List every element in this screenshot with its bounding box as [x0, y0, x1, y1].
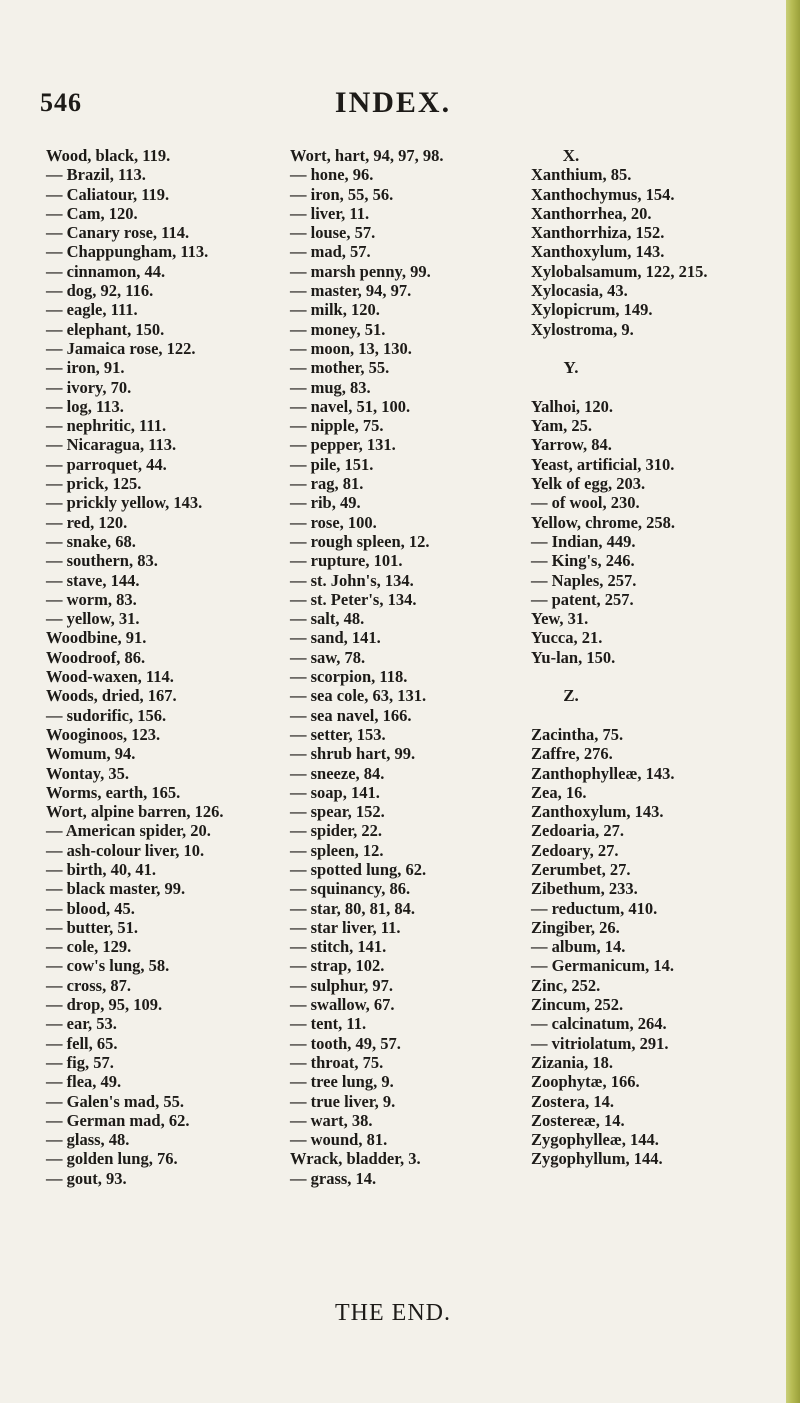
index-entry: — ash-colour liver, 10.: [46, 840, 205, 860]
index-entry: Zerumbet, 27.: [531, 859, 631, 879]
the-end: THE END.: [335, 1300, 451, 1326]
index-column-1: [46, 146, 286, 1188]
index-entry: — cinnamon, 44.: [46, 261, 166, 281]
index-entry: Zostereæ, 14.: [531, 1110, 625, 1130]
index-entry: — glass, 48.: [46, 1130, 130, 1150]
index-entry: — rag, 81.: [290, 474, 364, 494]
index-entry: Wooginoos, 123.: [46, 724, 161, 744]
index-entry: — golden lung, 76.: [46, 1149, 178, 1169]
index-entry: — butter, 51.: [46, 917, 138, 937]
index-entry: Xylobalsamum, 122, 215.: [531, 261, 708, 281]
index-entry: — st. Peter's, 134.: [290, 589, 417, 609]
index-entry: — setter, 153.: [290, 724, 386, 744]
index-entry: — nipple, 75.: [290, 416, 384, 436]
index-entry: — st. John's, 134.: [290, 570, 414, 590]
index-entry: Xanthochymus, 154.: [531, 184, 675, 204]
index-entry: Zygophylleæ, 144.: [531, 1130, 659, 1150]
index-entry: — true liver, 9.: [290, 1091, 396, 1111]
index-entry: — southern, 83.: [46, 551, 158, 571]
index-entry: — sea cole, 63, 131.: [290, 686, 427, 706]
index-entry: Zea, 16.: [531, 782, 587, 802]
index-entry: Womum, 94.: [46, 744, 136, 764]
index-entry: — fig, 57.: [46, 1052, 114, 1072]
index-entry: — grass, 14.: [290, 1168, 377, 1188]
index-entry: Zedoary, 27.: [531, 840, 619, 860]
index-entry: — cross, 87.: [46, 975, 131, 995]
index-entry: — snake, 68.: [46, 531, 136, 551]
index-entry: — pile, 151.: [290, 454, 374, 474]
index-entry: Worms, earth, 165.: [46, 782, 181, 802]
index-entry: — Germanicum, 14.: [531, 956, 674, 976]
index-entry: — stitch, 141.: [290, 937, 387, 957]
index-entry: Zincum, 252.: [531, 995, 624, 1015]
index-entry: Wrack, bladder, 3.: [290, 1149, 421, 1169]
index-entry: Wontay, 35.: [46, 763, 129, 783]
index-entry: Wort, hart, 94, 97, 98.: [290, 146, 444, 165]
index-entry: — tooth, 49, 57.: [290, 1033, 401, 1053]
index-entry: Yu-lan, 150.: [531, 647, 616, 667]
index-entry: — pepper, 131.: [290, 435, 396, 455]
index-entry: — spider, 22.: [290, 821, 382, 841]
index-entry: — flea, 49.: [46, 1072, 122, 1092]
section-gap: [531, 378, 786, 397]
index-entry: — throat, 75.: [290, 1052, 384, 1072]
index-entry: — Chappungham, 113.: [46, 242, 209, 262]
index-entry: Yeast, artificial, 310.: [531, 454, 675, 474]
index-entry: Xylopicrum, 149.: [531, 300, 653, 320]
index-entry: Zizania, 18.: [531, 1052, 614, 1072]
index-entry: — Canary rose, 114.: [46, 223, 190, 243]
index-entry: — prickly yellow, 143.: [46, 493, 203, 513]
index-entry: — Nicaragua, 113.: [46, 435, 177, 455]
index-entry: — saw, 78.: [290, 647, 366, 667]
index-entry: — sand, 141.: [290, 628, 381, 648]
index-entry: Xylocasia, 43.: [531, 281, 628, 301]
index-entry: — tree lung, 9.: [290, 1072, 394, 1092]
index-entry: — of wool, 230.: [531, 493, 640, 513]
index-entry: — spotted lung, 62.: [290, 859, 427, 879]
index-entry: — milk, 120.: [290, 300, 380, 320]
index-entry: — prick, 125.: [46, 474, 142, 494]
index-entry: — Brazil, 113.: [46, 165, 146, 185]
index-entry: Zaffre, 276.: [531, 744, 613, 764]
index-entry: — soap, 141.: [290, 782, 380, 802]
index-entry: Woodroof, 86.: [46, 647, 146, 667]
index-entry: Zinc, 252.: [531, 975, 601, 995]
index-entry: — blood, 45.: [46, 898, 135, 918]
index-entry: — cole, 129.: [46, 937, 132, 957]
index-entry: Woodbine, 91.: [46, 628, 147, 648]
index-entry: — calcinatum, 264.: [531, 1014, 667, 1034]
index-entry: — stave, 144.: [46, 570, 140, 590]
index-entry: Yew, 31.: [531, 609, 589, 629]
index-column-2: [290, 146, 515, 1188]
index-entry: — wart, 38.: [290, 1110, 373, 1130]
index-entry: — parroquet, 44.: [46, 454, 167, 474]
index-entry: — liver, 11.: [290, 203, 370, 223]
index-entry: — American spider, 20.: [46, 821, 211, 841]
index-entry: — eagle, 111.: [46, 300, 138, 320]
index-entry: Yarrow, 84.: [531, 435, 612, 455]
index-entry: — salt, 48.: [290, 609, 365, 629]
index-entry: Yam, 25.: [531, 416, 592, 436]
index-entry: — star liver, 11.: [290, 917, 401, 937]
index-entry: — ear, 53.: [46, 1014, 117, 1034]
index-entry: — wound, 81.: [290, 1130, 388, 1150]
index-entry: Xanthorrhiza, 152.: [531, 223, 665, 243]
index-entry: — scorpion, 118.: [290, 667, 408, 687]
index-entry: — star, 80, 81, 84.: [290, 898, 415, 918]
index-entry: — red, 120.: [46, 512, 128, 532]
index-entry: — reductum, 410.: [531, 898, 658, 918]
section-gap: [531, 706, 786, 725]
index-column-3: [531, 146, 786, 1169]
index-entry: — mother, 55.: [290, 358, 390, 378]
index-entry: — yellow, 31.: [46, 609, 140, 629]
index-entry: — elephant, 150.: [46, 319, 165, 339]
index-entry: — iron, 55, 56.: [290, 184, 394, 204]
letter-heading: Y.: [563, 358, 579, 378]
running-head: INDEX.: [334, 86, 452, 119]
index-entry: — strap, 102.: [290, 956, 385, 976]
index-entry: — dog, 92, 116.: [46, 281, 154, 301]
section-gap: [531, 339, 786, 358]
page-header: [0, 86, 800, 126]
index-entry: — mug, 83.: [290, 377, 371, 397]
index-entry: Wood-waxen, 114.: [46, 667, 174, 687]
index-entry: — King's, 246.: [531, 551, 635, 571]
index-entry: Yelk of egg, 203.: [531, 474, 646, 494]
index-entry: Zacintha, 75.: [531, 724, 624, 744]
page-edge: [786, 0, 800, 1403]
index-entry: — navel, 51, 100.: [290, 396, 411, 416]
section-gap: [531, 667, 786, 686]
index-entry: — sudorific, 156.: [46, 705, 167, 725]
index-entry: — money, 51.: [290, 319, 386, 339]
index-entry: — patent, 257.: [531, 589, 634, 609]
index-entry: — spleen, 12.: [290, 840, 384, 860]
index-entry: Zibethum, 233.: [531, 879, 638, 899]
index-entry: — drop, 95, 109.: [46, 995, 163, 1015]
index-entry: — master, 94, 97.: [290, 281, 412, 301]
index-entry: — rib, 49.: [290, 493, 361, 513]
letter-heading: Z.: [563, 686, 579, 706]
index-entry: — Jamaica rose, 122.: [46, 338, 196, 358]
index-entry: — rose, 100.: [290, 512, 377, 532]
index-entry: — cow's lung, 58.: [46, 956, 170, 976]
index-entry: — iron, 91.: [46, 358, 125, 378]
index-entry: — worm, 83.: [46, 589, 137, 609]
index-entry: — swallow, 67.: [290, 995, 395, 1015]
index-entry: — rough spleen, 12.: [290, 531, 430, 551]
index-entry: — sulphur, 97.: [290, 975, 394, 995]
index-entry: — rupture, 101.: [290, 551, 403, 571]
index-entry: Xanthorrhea, 20.: [531, 203, 652, 223]
index-entry: Wort, alpine barren, 126.: [46, 802, 224, 822]
index-entry: Wood, black, 119.: [46, 146, 171, 165]
index-entry: Zingiber, 26.: [531, 917, 620, 937]
index-entry: — Cam, 120.: [46, 203, 138, 223]
index-entry: Zygophyllum, 144.: [531, 1149, 663, 1169]
index-entry: Xanthium, 85.: [531, 165, 632, 185]
index-entry: — nephritic, 111.: [46, 416, 167, 436]
index-entry: — sea navel, 166.: [290, 705, 412, 725]
index-entry: — shrub hart, 99.: [290, 744, 416, 764]
index-entry: Woods, dried, 167.: [46, 686, 177, 706]
index-entry: Yellow, chrome, 258.: [531, 512, 676, 532]
index-entry: Zostera, 14.: [531, 1091, 614, 1111]
index-entry: — album, 14.: [531, 937, 626, 957]
index-entry: — gout, 93.: [46, 1168, 127, 1188]
page-number: 546: [40, 88, 82, 117]
index-entry: — ivory, 70.: [46, 377, 132, 397]
index-entry: — black master, 99.: [46, 879, 186, 899]
letter-heading: X.: [562, 146, 580, 165]
index-entry: — squinancy, 86.: [290, 879, 411, 899]
index-entry: Xylostroma, 9.: [531, 319, 634, 339]
index-entry: — sneeze, 84.: [290, 763, 385, 783]
index-entry: — log, 113.: [46, 396, 124, 416]
index-entry: Zanthoxylum, 143.: [531, 802, 664, 822]
index-entry: Yucca, 21.: [531, 628, 603, 648]
index-entry: Zoophytæ, 166.: [531, 1072, 640, 1092]
index-entry: — Naples, 257.: [531, 570, 637, 590]
index-entry: — vitriolatum, 291.: [531, 1033, 669, 1053]
index-entry: — tent, 11.: [290, 1014, 367, 1034]
index-entry: — Caliatour, 119.: [46, 184, 170, 204]
index-entry: — Galen's mad, 55.: [46, 1091, 184, 1111]
index-entry: — birth, 40, 41.: [46, 859, 157, 879]
index-entry: — fell, 65.: [46, 1033, 118, 1053]
index-entry: — Indian, 449.: [531, 531, 636, 551]
index-entry: — moon, 13, 130.: [290, 338, 412, 358]
index-entry: Yalhoi, 120.: [531, 396, 614, 416]
index-entry: — marsh penny, 99.: [290, 261, 431, 281]
index-entry: Zanthophylleæ, 143.: [531, 763, 675, 783]
index-entry: — louse, 57.: [290, 223, 376, 243]
index-entry: — mad, 57.: [290, 242, 371, 262]
index-entry: — spear, 152.: [290, 802, 385, 822]
index-entry: Xanthoxylum, 143.: [531, 242, 665, 262]
index-entry: — hone, 96.: [290, 165, 374, 185]
index-entry: — German mad, 62.: [46, 1110, 190, 1130]
index-entry: Zedoaria, 27.: [531, 821, 625, 841]
